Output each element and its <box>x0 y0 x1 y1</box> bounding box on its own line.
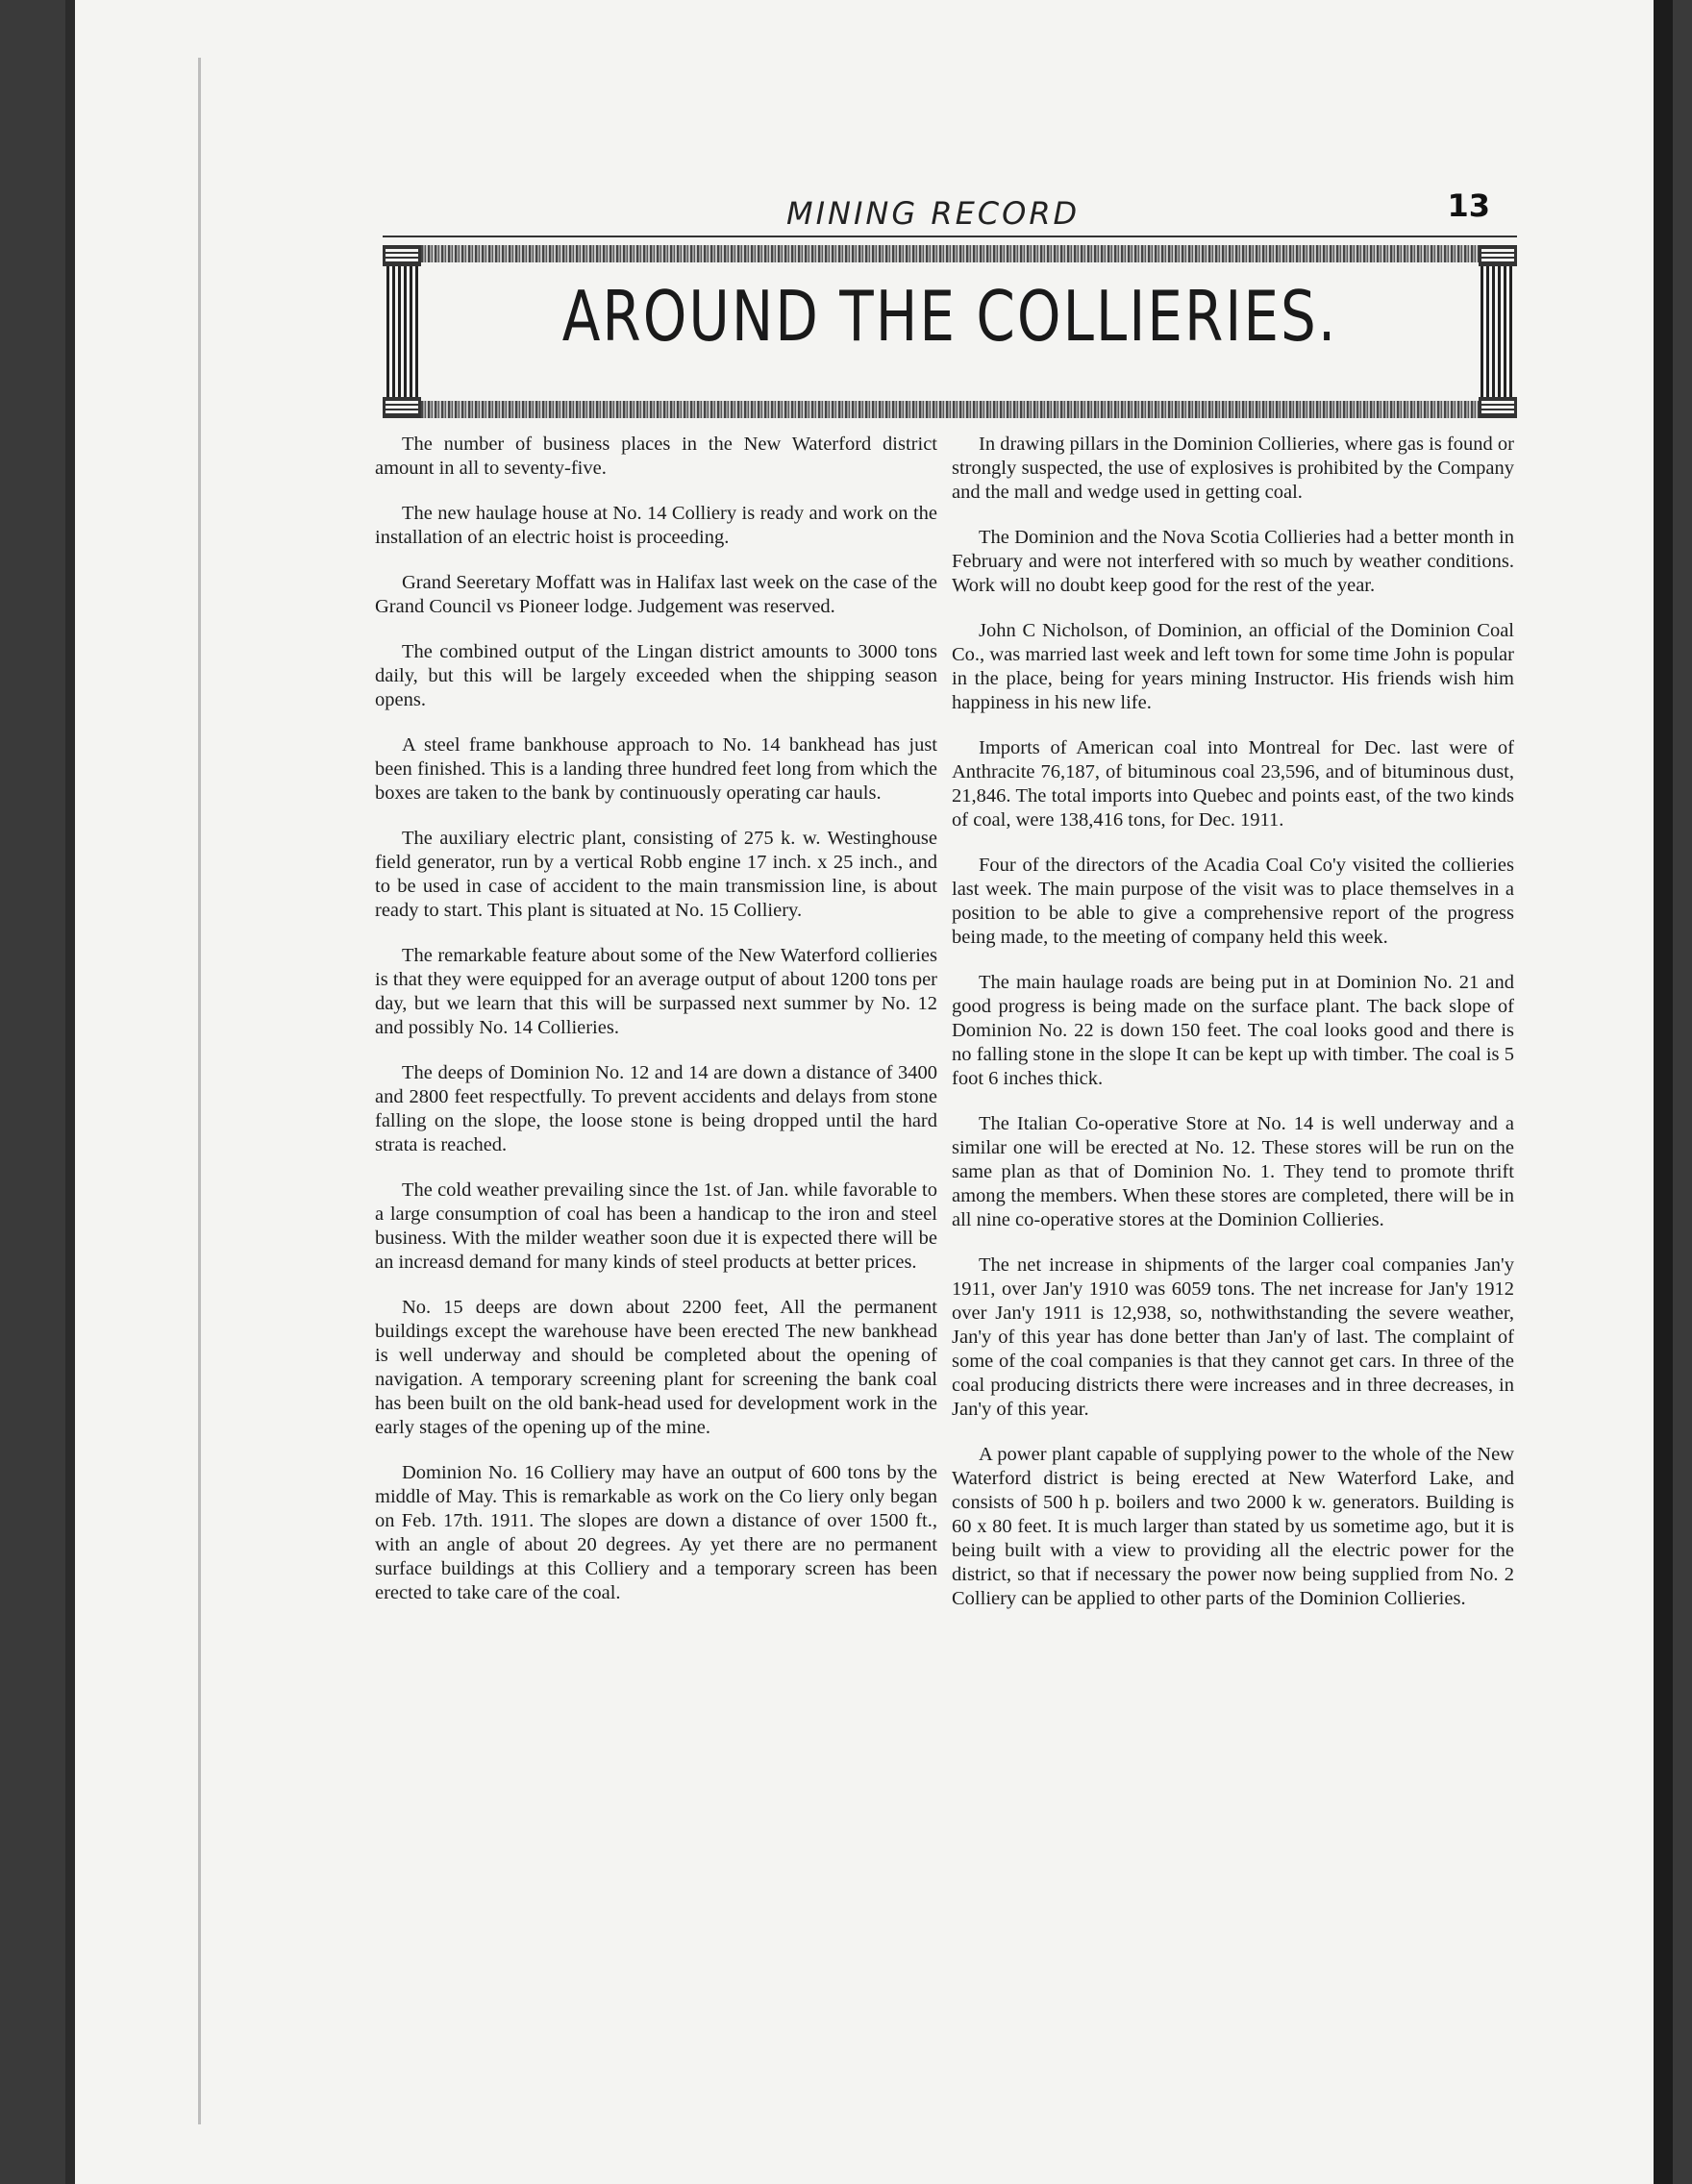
news-item: A steel frame bankhouse approach to No. 14 bankhead has just been finished. This is a landing three hundred feet long from which the boxes are taken to the bank by continuously operating car hauls. <box>375 734 937 804</box>
page-number: 13 <box>1447 187 1490 224</box>
news-item: Four of the directors of the Acadia Coal Co'y visited the collieries last week. The main purpose of the visit was to place themselves in a position to be able to give a comprehensive report of the progress being made, to the meeting of company held this week. <box>952 855 1514 948</box>
news-item: The combined output of the Lingan district amounts to 3000 tons daily, but this will be largely exceeded when the shipping season opens. <box>375 641 937 710</box>
running-head <box>383 187 1517 237</box>
banner-right-post <box>1480 245 1513 418</box>
news-item: A power plant capable of supplying power to the whole of the New Waterford district is being erected at New Waterford Lake, and consists of 500 h p. boilers and two 2000 k w. generators. Building is 60 x 80 feet. It is much larger than stated by us sometime ago, but it is being built with a view to providing all the electric power for the district, so that if necessary the power now being supplied from No. 2 Colliery can be applied to other parts of the Dominion Collieries. <box>952 1444 1514 1609</box>
gutter-line <box>198 58 201 2124</box>
news-item: No. 15 deeps are down about 2200 feet, All the permanent buildings except the warehouse have been erected The new bankhead is well underway and should be completed about the opening of navigation. A temporary screening plant for screening the bank coal has been built on the old bank-head used for development work in the early stages of the opening up of the mine. <box>375 1297 937 1438</box>
news-item: The remarkable feature about some of the New Waterford collieries is that they were equipped for an average output of about 1200 tons per day, but we learn that this will be surpassed next summer by No. 12 and possibly No. 14 Collieries. <box>375 945 937 1038</box>
section-banner <box>383 245 1517 418</box>
banner-corner-ornament <box>1479 245 1517 266</box>
page <box>65 0 1673 2184</box>
news-item: Grand Seeretary Moffatt was in Halifax last week on the case of the Grand Council vs Pioneer lodge. Judgement was reserved. <box>375 572 937 617</box>
news-item: The Dominion and the Nova Scotia Collieries had a better month in February and were not interfered with so much by weather conditions. Work will no doubt keep good for the rest of the year. <box>952 527 1514 596</box>
banner-corner-ornament <box>1479 397 1517 418</box>
news-item: The deeps of Dominion No. 12 and 14 are down a distance of 3400 and 2800 feet respectfully. To prevent accidents and delays from stone falling on the slope, the loose stone is being dropped until the hard strata is reached. <box>375 1062 937 1155</box>
left-column <box>375 433 937 1626</box>
banner-top-bar <box>421 245 1479 262</box>
right-column <box>952 433 1514 1632</box>
banner-corner-ornament <box>383 245 421 266</box>
news-item: The net increase in shipments of the larger coal companies Jan'y 1911, over Jan'y 1910 was 6059 tons. The net increase for Jan'y 1912 over Jan'y 1911 is 12,938, so, nothwithstanding the severe weather, Jan'y of this year has done better than Jan'y of last. The complaint of some of the coal companies is that they cannot get cars. In three of the coal producing districts there were increases and in three decreases, in Jan'y of this year. <box>952 1254 1514 1420</box>
news-item: Dominion No. 16 Colliery may have an output of 600 tons by the middle of May. This is remarkable as work on the Co liery only began on Feb. 17th. 1911. The slopes are down a distance of over 1500 ft., with an angle of about 20 degrees. Ay yet there are no permanent surface buildings at this Colliery and a temporary screen has been erected to take care of the coal. <box>375 1462 937 1603</box>
news-item: Imports of American coal into Montreal for Dec. last were of Anthracite 76,187, of bituminous coal 23,596, and of bituminous dust, 21,846. The total imports into Quebec and points east, of the two kinds of coal, were 138,416 tons, for Dec. 1911. <box>952 737 1514 831</box>
running-title: MINING RECORD <box>786 195 1081 232</box>
news-item: In drawing pillars in the Dominion Collieries, where gas is found or strongly suspected, the use of explosives is prohibited by the Company and the mall and wedge used in getting coal. <box>952 434 1514 503</box>
banner-corner-ornament <box>383 397 421 418</box>
page-edge <box>1654 0 1673 2184</box>
news-item: The main haulage roads are being put in at Dominion No. 21 and good progress is being made on the surface plant. The back slope of Dominion No. 22 is down 150 feet. The coal looks good and there is no falling stone in the slope It can be kept up with timber. The coal is 5 foot 6 inches thick. <box>952 972 1514 1089</box>
section-title: AROUND THE COLLIERIES. <box>561 275 1338 358</box>
news-item: The new haulage house at No. 14 Colliery is ready and work on the installation of an electric hoist is proceeding. <box>375 503 937 548</box>
news-item: The auxiliary electric plant, consisting of 275 k. w. Westinghouse field generator, run by a vertical Robb engine 17 inch. x 25 inch., and to be used in case of accident to the main transmission line, is about ready to start. This plant is situated at No. 15 Colliery. <box>375 828 937 921</box>
news-item: The cold weather prevailing since the 1st. of Jan. while favorable to a large consumption of coal has been a handicap to the iron and steel business. With the milder weather soon due it is expected there will be an increasd demand for many kinds of steel products at better prices. <box>375 1179 937 1273</box>
news-item: The Italian Co-operative Store at No. 14 is well underway and a similar one will be erected at No. 12. These stores will be run on the same plan as that of Dominion No. 1. They tend to promote thrift among the members. When these stores are completed, there will be in all nine co-operative stores at the Dominion Collieries. <box>952 1113 1514 1230</box>
banner-bottom-bar <box>421 401 1479 418</box>
banner-left-post <box>386 245 419 418</box>
news-item: John C Nicholson, of Dominion, an official of the Dominion Coal Co., was married last week and left town for some time John is popular in the place, being for years mining Instructor. His friends wish him happiness in his new life. <box>952 620 1514 713</box>
news-item: The number of business places in the New Waterford district amount in all to seventy-five. <box>375 434 937 479</box>
